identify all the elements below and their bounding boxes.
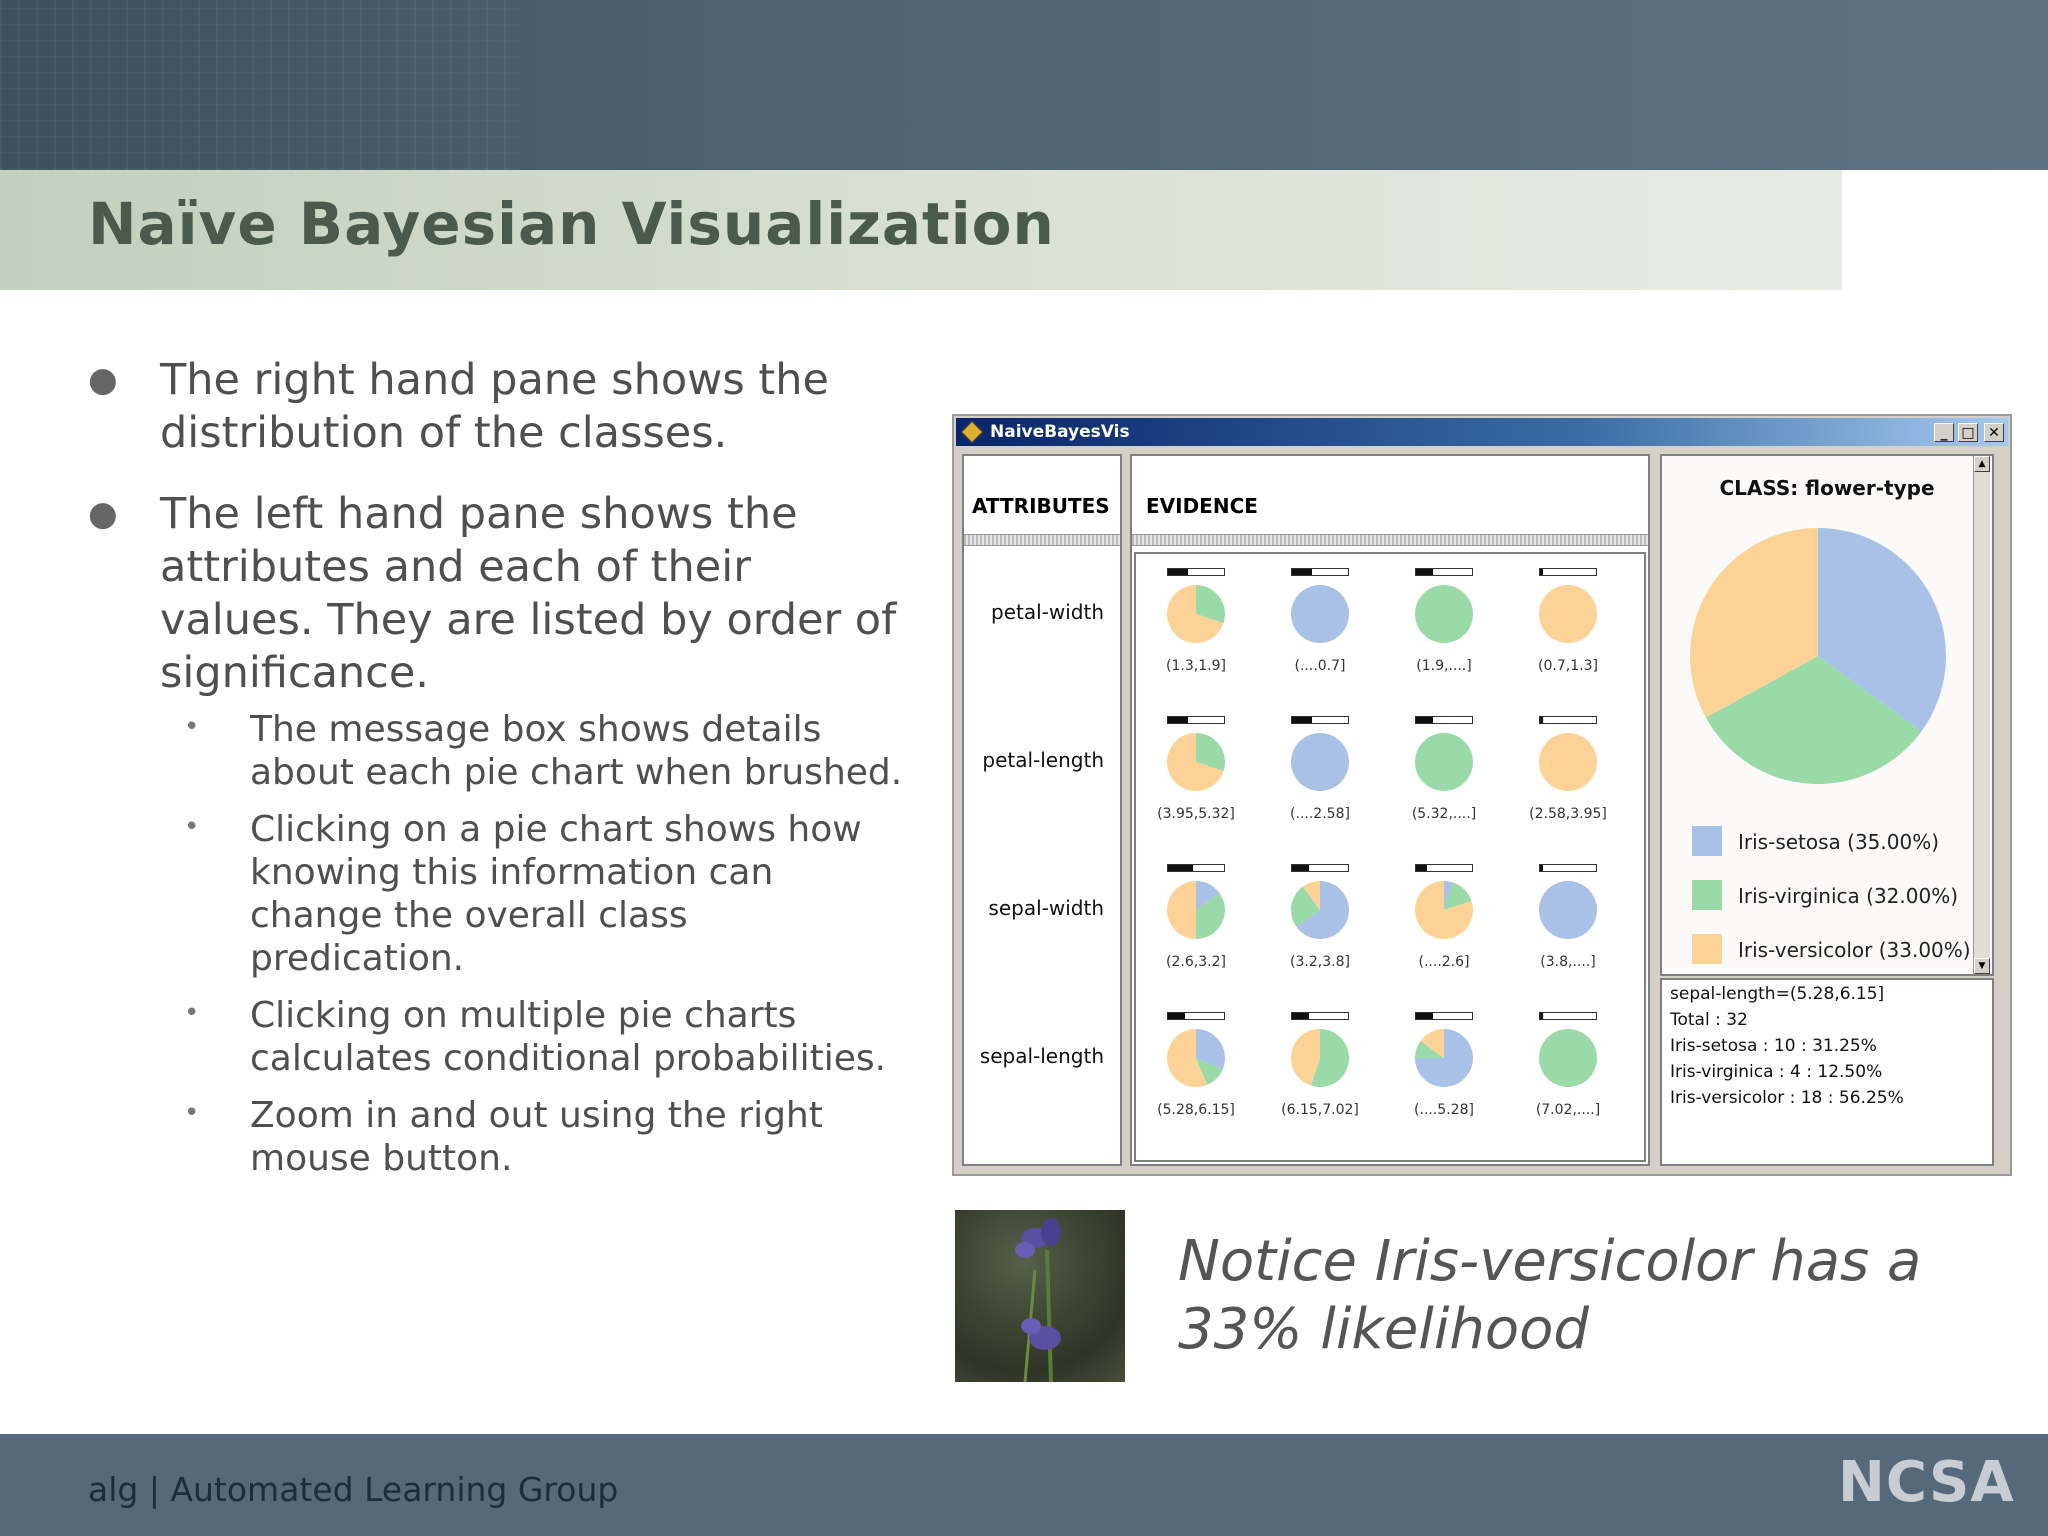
class-scrollbar[interactable]	[1973, 456, 1990, 974]
attribute-label-petal-length[interactable]: petal-length	[982, 748, 1104, 772]
close-button[interactable]: ✕	[1984, 423, 2004, 442]
slide-title: Naïve Bayesian Visualization	[88, 190, 1055, 258]
notice-line: Notice Iris-versicolor has a	[1178, 1229, 1922, 1294]
bullet-item	[88, 488, 908, 700]
pie-slice-virginica[interactable]	[1539, 1029, 1597, 1087]
evidence-range-label: (6.15,7.02]	[1281, 1102, 1359, 1118]
evidence-cell[interactable]	[1394, 568, 1494, 698]
evidence-range-label: (3.95,5.32]	[1157, 806, 1235, 822]
sub-bullet-text: Clicking on a pie chart shows how knowing this information can change the overall class predication.	[250, 809, 862, 979]
sub-bullet-text: Zoom in and out using the right mouse button.	[250, 1095, 823, 1179]
pie-slice-versicolor[interactable]	[1539, 585, 1597, 643]
message-line: Total : 32	[1670, 1010, 1748, 1030]
message-line: Iris-virginica : 4 : 12.50%	[1670, 1062, 1883, 1082]
evidence-cell[interactable]	[1146, 1012, 1246, 1142]
evidence-weight-bar	[1167, 716, 1225, 724]
pie-slice-setosa[interactable]	[1291, 733, 1349, 791]
pie-slice-versicolor[interactable]	[1539, 733, 1597, 791]
evidence-weight-bar	[1167, 568, 1225, 576]
evidence-pie-chart[interactable]	[1290, 732, 1350, 792]
sub-bullet-text: Clicking on multiple pie charts calculates conditional probabilities.	[250, 995, 887, 1079]
evidence-weight-fill	[1292, 865, 1309, 871]
evidence-range-label: (....5.28]	[1414, 1102, 1474, 1118]
evidence-weight-bar	[1291, 1012, 1349, 1020]
legend-label: Iris-versicolor (33.00%)	[1738, 938, 1971, 962]
class-pane	[1660, 454, 1994, 976]
evidence-weight-bar	[1291, 716, 1349, 724]
evidence-cell[interactable]	[1270, 1012, 1370, 1142]
pie-slice-setosa[interactable]	[1539, 881, 1597, 939]
evidence-weight-bar	[1539, 864, 1597, 872]
evidence-pie-chart[interactable]	[1414, 1028, 1474, 1088]
evidence-weight-fill	[1540, 1013, 1543, 1019]
legend-swatch	[1692, 934, 1722, 964]
window-titlebar[interactable]	[956, 418, 2008, 446]
bullet-icon: ●	[88, 360, 118, 400]
bullet-list	[88, 354, 908, 728]
attribute-label-sepal-length[interactable]: sepal-length	[979, 1044, 1104, 1068]
class-pie-chart[interactable]	[1688, 526, 1948, 786]
legend-label: Iris-virginica (32.00%)	[1738, 884, 1958, 908]
naivebayes-window	[952, 414, 2012, 1176]
evidence-cell[interactable]	[1518, 568, 1618, 698]
sub-bullet-icon: •	[184, 1098, 200, 1128]
evidence-weight-fill	[1416, 865, 1427, 871]
evidence-cell[interactable]	[1394, 716, 1494, 846]
evidence-range-label: (1.9,....]	[1416, 658, 1472, 674]
evidence-cell[interactable]	[1146, 568, 1246, 698]
evidence-cell[interactable]	[1146, 716, 1246, 846]
evidence-weight-bar	[1167, 864, 1225, 872]
notice-text	[1178, 1228, 1921, 1364]
evidence-pie-chart[interactable]	[1166, 880, 1226, 940]
sub-bullet-icon: •	[184, 712, 200, 742]
evidence-pie-chart[interactable]	[1538, 1028, 1598, 1088]
message-line: Iris-versicolor : 18 : 56.25%	[1670, 1088, 1904, 1108]
evidence-range-label: (....0.7]	[1294, 658, 1346, 674]
evidence-range-label: (....2.6]	[1418, 954, 1470, 970]
evidence-weight-bar	[1539, 716, 1597, 724]
evidence-range-label: (5.32,....]	[1411, 806, 1477, 822]
pie-slice-virginica[interactable]	[1415, 585, 1473, 643]
legend-swatch	[1692, 826, 1722, 856]
evidence-pie-chart[interactable]	[1166, 584, 1226, 644]
evidence-range-label: (2.58,3.95]	[1529, 806, 1607, 822]
pie-slice-setosa[interactable]	[1291, 585, 1349, 643]
evidence-pie-chart[interactable]	[1414, 880, 1474, 940]
legend-swatch	[1692, 880, 1722, 910]
evidence-grid	[1134, 552, 1646, 1162]
evidence-pie-chart[interactable]	[1166, 732, 1226, 792]
evidence-range-label: (3.2,3.8]	[1290, 954, 1350, 970]
evidence-range-label: (0.7,1.3]	[1538, 658, 1598, 674]
evidence-weight-fill	[1168, 865, 1193, 871]
evidence-cell[interactable]	[1394, 1012, 1494, 1142]
evidence-cell[interactable]	[1518, 1012, 1618, 1142]
message-box	[1660, 978, 1994, 1166]
evidence-weight-bar	[1415, 716, 1473, 724]
evidence-range-label: (3.8,....]	[1540, 954, 1596, 970]
evidence-weight-fill	[1292, 717, 1312, 723]
sub-bullet-icon: •	[184, 998, 200, 1028]
evidence-weight-fill	[1416, 1013, 1433, 1019]
attributes-pane	[962, 454, 1122, 1166]
iris-flower-drawing	[955, 1210, 1125, 1382]
app-icon	[961, 421, 984, 444]
evidence-weight-fill	[1540, 569, 1543, 575]
evidence-weight-bar	[1167, 1012, 1225, 1020]
evidence-weight-fill	[1540, 717, 1543, 723]
footer-text: alg | Automated Learning Group	[88, 1470, 619, 1509]
sub-bullet-item	[88, 994, 908, 1080]
evidence-pie-chart[interactable]	[1538, 880, 1598, 940]
attribute-label-petal-width[interactable]: petal-width	[991, 600, 1104, 624]
sub-bullet-item	[88, 708, 908, 794]
maximize-button[interactable]: □	[1958, 423, 1978, 442]
evidence-weight-fill	[1416, 717, 1433, 723]
minimize-button[interactable]: _	[1934, 423, 1954, 442]
evidence-pie-chart[interactable]	[1290, 880, 1350, 940]
legend-label: Iris-setosa (35.00%)	[1738, 830, 1940, 854]
evidence-weight-bar	[1291, 568, 1349, 576]
iris-flower-image	[955, 1210, 1125, 1382]
notice-line: 33% likelihood	[1178, 1297, 1589, 1362]
evidence-weight-fill	[1168, 717, 1188, 723]
evidence-pie-chart[interactable]	[1414, 732, 1474, 792]
evidence-weight-bar	[1415, 1012, 1473, 1020]
evidence-range-label: (2.6,3.2]	[1166, 954, 1226, 970]
message-line: Iris-setosa : 10 : 31.25%	[1670, 1036, 1877, 1056]
evidence-cell[interactable]	[1518, 864, 1618, 994]
evidence-divider[interactable]	[1132, 534, 1648, 546]
message-line: sepal-length=(5.28,6.15]	[1670, 984, 1885, 1004]
ncsa-logo: NCSA	[1838, 1450, 2015, 1515]
scroll-down-icon[interactable]: ▼	[1974, 958, 1990, 974]
evidence-pie-chart[interactable]	[1538, 732, 1598, 792]
class-title: CLASS: flower-type	[1719, 476, 1935, 500]
bullet-icon: ●	[88, 494, 118, 534]
evidence-weight-bar	[1539, 1012, 1597, 1020]
evidence-pie-chart[interactable]	[1538, 584, 1598, 644]
evidence-pie-chart[interactable]	[1414, 584, 1474, 644]
evidence-weight-bar	[1415, 568, 1473, 576]
evidence-weight-fill	[1292, 569, 1312, 575]
evidence-pie-chart[interactable]	[1290, 1028, 1350, 1088]
pie-slice-virginica[interactable]	[1415, 733, 1473, 791]
evidence-cell[interactable]	[1146, 864, 1246, 994]
evidence-pane	[1130, 454, 1650, 1166]
bullet-text: The right hand pane shows the distribution of the classes.	[160, 355, 829, 458]
sub-bullet-item	[88, 808, 908, 980]
evidence-cell[interactable]	[1270, 568, 1370, 698]
window-title: NaiveBayesVis	[990, 422, 1130, 442]
evidence-header: EVIDENCE	[1146, 494, 1258, 518]
sub-bullet-icon: •	[184, 812, 200, 842]
bullet-item	[88, 354, 908, 460]
evidence-range-label: (5.28,6.15]	[1157, 1102, 1235, 1118]
evidence-weight-fill	[1540, 865, 1543, 871]
evidence-range-label: (7.02,....]	[1535, 1102, 1601, 1118]
evidence-cell[interactable]	[1518, 716, 1618, 846]
evidence-weight-bar	[1291, 864, 1349, 872]
evidence-range-label: (....2.58]	[1290, 806, 1350, 822]
header-band	[0, 0, 2048, 170]
attributes-header: ATTRIBUTES	[972, 494, 1110, 518]
evidence-cell[interactable]	[1270, 716, 1370, 846]
evidence-weight-fill	[1168, 569, 1188, 575]
evidence-weight-fill	[1416, 569, 1433, 575]
evidence-weight-fill	[1292, 1013, 1309, 1019]
sub-bullet-list	[88, 708, 908, 1194]
attributes-divider[interactable]	[964, 534, 1120, 546]
evidence-range-label: (1.3,1.9]	[1166, 658, 1226, 674]
bullet-text: The left hand pane shows the attributes and each of their values. They are listed by order of significance.	[160, 489, 897, 698]
evidence-pie-chart[interactable]	[1166, 1028, 1226, 1088]
sub-bullet-text: The message box shows details about each pie chart when brushed.	[250, 709, 903, 793]
evidence-weight-fill	[1168, 1013, 1185, 1019]
pie-slice-versicolor[interactable]	[1167, 881, 1196, 939]
evidence-cell[interactable]	[1394, 864, 1494, 994]
evidence-cell[interactable]	[1270, 864, 1370, 994]
header-pattern	[0, 0, 520, 170]
attribute-label-sepal-width[interactable]: sepal-width	[988, 896, 1104, 920]
sub-bullet-item	[88, 1094, 908, 1180]
scroll-up-icon[interactable]: ▲	[1974, 456, 1990, 472]
evidence-pie-chart[interactable]	[1290, 584, 1350, 644]
evidence-weight-bar	[1415, 864, 1473, 872]
evidence-weight-bar	[1539, 568, 1597, 576]
